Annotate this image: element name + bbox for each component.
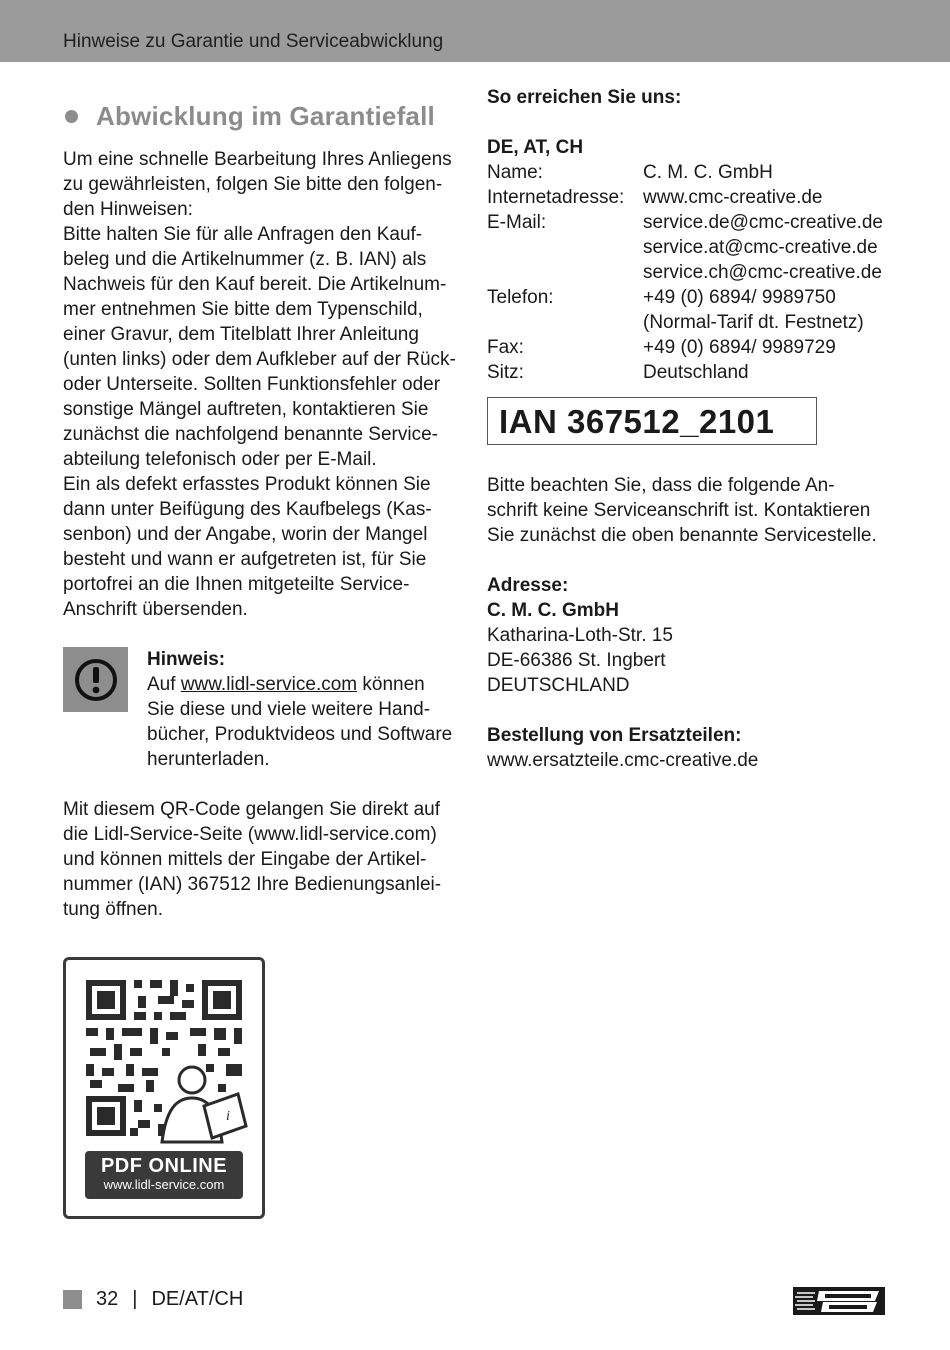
contact-label: Internetadresse: [487, 187, 625, 208]
contact-label: Sitz: [487, 362, 524, 383]
warranty-instructions: Um eine schnelle Bearbeitung Ihres Anliegens zu gewährleisten, folgen Sie bitte den folgen- den Hinweisen: Bitte halten Sie für alle Anfragen den Kauf- beleg und die Artikelnummer (z. B. IAN) als Nachweis für den Kauf bereit. Die Artikelnum- mer entnehmen Sie bitte dem Typenschild, einer Gravur, dem Titelblatt Ihrer Anleitung (unten links) oder dem Aufkleber auf der Rück- oder Unterseite. Sollten Funktionsfehler oder sonstige Mängel auftreten, kontaktieren Sie zunächst die nachfolgend benannte Service- abteilung telefonisch oder per E-Mail. Ein als defekt erfasstes Produkt können Sie dann unter Beifügung des Kaufbelegs (Kas- senbon) und der Angabe, worin der Mangel besteht und wann er aufgetreten ist, für Sie portofrei an die Ihnen mitgeteilte Service- Anschrift übersenden. [63, 149, 456, 620]
section-heading-text: Abwicklung im Garantiefall [96, 101, 435, 131]
bullet-icon [65, 110, 78, 123]
contact-row [487, 360, 897, 385]
exclamation-icon [63, 647, 128, 712]
note-suffix: können Sie diese und viele weitere Hand- bücher, Produktvideos und Software herunterladen. [147, 674, 453, 770]
lidl-service-link[interactable]: www.lidl-service.com [180, 674, 358, 695]
contact-row [487, 285, 897, 335]
contact-label: Telefon: [487, 287, 554, 308]
contact-label: Name: [487, 162, 543, 183]
contact-list [487, 160, 897, 385]
address-lines: Katharina-Loth-Str. 15 DE-66386 St. Ingbert DEUTSCHLAND [487, 625, 673, 696]
pdf-online-url: www.lidl-service.com [103, 1177, 225, 1192]
address-company: C. M. C. GmbH [487, 600, 619, 621]
note-box [63, 647, 463, 772]
reach-heading: So erreichen Sie uns: [487, 87, 682, 108]
header-title: Hinweise zu Garantie und Serviceabwicklung [63, 31, 444, 52]
qr-description: Mit diesem QR-Code gelangen Sie direkt auf die Lidl-Service-Seite (www.lidl-service.com) und können mittels der Eingabe der Artikel- nummer (IAN) 367512 Ihre Bedienungsanlei- tung öffnen. [63, 799, 442, 920]
region-heading: DE, AT, CH [487, 137, 584, 158]
left-column [63, 100, 463, 922]
ian-box: IAN 367512_2101 [487, 397, 817, 445]
pdf-online-badge [85, 1151, 243, 1199]
contact-value: www.cmc-creative.de [643, 187, 823, 208]
note-prefix: Auf [147, 674, 181, 695]
qr-code-icon [66, 960, 262, 1145]
footer-region: DE/AT/CH [151, 1288, 244, 1310]
footer-marker-icon [63, 1290, 82, 1309]
note-body [147, 647, 452, 772]
qr-code-card[interactable] [63, 957, 265, 1219]
page-footer [63, 1288, 243, 1311]
contact-label: Fax: [487, 337, 524, 358]
contact-row [487, 160, 897, 185]
contact-value: +49 (0) 6894/ 9989729 [643, 337, 836, 358]
contact-value: +49 (0) 6894/ 9989750 (Normal-Tarif dt. Festnetz) [643, 287, 864, 333]
section-heading [63, 101, 463, 131]
page-number: 32 [96, 1288, 119, 1310]
address-notice: Bitte beachten Sie, dass die folgende An- schrift keine Serviceanschrift ist. Kontaktieren Sie zunächst die oben benannte Servicestelle. [487, 475, 877, 546]
contact-value: Deutschland [643, 362, 749, 383]
contact-row [487, 335, 897, 360]
svg-text:i: i [226, 1109, 230, 1124]
pdf-online-title: PDF ONLINE [100, 1155, 228, 1177]
right-column [487, 85, 897, 773]
contact-value: service.de@cmc-creative.de service.at@cmc-creative.de service.ch@cmc-creative.de [643, 212, 883, 283]
ultimate-speed-logo [793, 1287, 885, 1315]
note-text [147, 672, 452, 772]
contact-value: C. M. C. GmbH [643, 162, 773, 183]
page-header [0, 0, 950, 62]
spare-parts-heading: Bestellung von Ersatzteilen: [487, 725, 742, 746]
note-heading: Hinweis: [147, 649, 226, 670]
contact-row [487, 210, 897, 285]
address-heading: Adresse: [487, 575, 569, 596]
footer-divider: | [132, 1288, 138, 1310]
spare-parts-url[interactable]: www.ersatzteile.cmc-creative.de [487, 750, 759, 771]
contact-row [487, 185, 897, 210]
contact-label: E-Mail: [487, 212, 547, 233]
